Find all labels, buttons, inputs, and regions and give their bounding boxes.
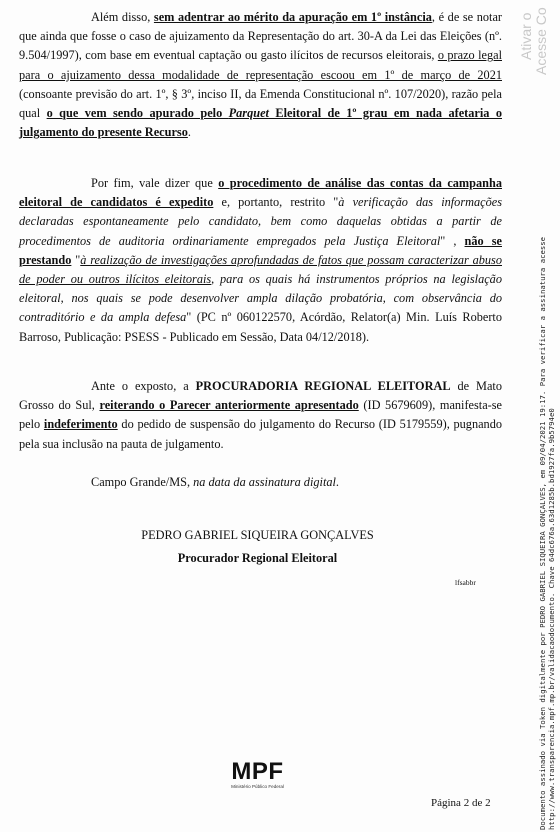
signature-name: PEDRO GABRIEL SIQUEIRA GONÇALVES xyxy=(141,528,374,542)
p3-underline-2: indeferimento xyxy=(43,417,118,432)
p3-underline-1: reiterando o Parecer anteriormente apresentado xyxy=(99,398,359,413)
mpf-logo xyxy=(0,758,515,789)
paragraph-3 xyxy=(19,377,502,454)
p2-text-2: e, portanto, restrito " xyxy=(213,195,339,210)
p3-text-3: (ID 5679609), manifesta-se pelo xyxy=(19,398,503,432)
paragraph-2 xyxy=(19,174,502,347)
p1-text-4: . xyxy=(187,125,191,140)
logo-subtitle: Ministério Público Federal xyxy=(231,784,284,789)
p2-underline-1: o procedimento de análise das contas da campanha eleitoral de candidatos é expedito xyxy=(19,176,502,210)
p1-text-2: , é de se notar que ainda que fosse o caso de ajuizamento da Representação do art. 30-A da Lei das Eleições (nº. 9.504/1997), com base em eventual captação ou gasto ilícitos de recursos eleitorais, xyxy=(19,10,503,63)
p2-text-4: " xyxy=(71,252,81,267)
paragraph-1 xyxy=(19,8,502,142)
p1-text-1: Além disso, xyxy=(91,10,154,24)
p1-underline-3a: o que vem sendo apurado pelo xyxy=(46,106,229,121)
p3-text-2: de Mato Grosso do Sul, xyxy=(19,379,502,413)
watermark-line-1: Ativar o xyxy=(518,12,534,60)
p1-underline-3c: Eleitoral de 1º grau em nada afetaria o julgamento do presente Recurso xyxy=(19,106,502,140)
p4-text-1: Campo Grande/MS, xyxy=(91,475,194,489)
p1-underline-1: sem adentrar ao mérito da apuração em 1º instância xyxy=(153,10,432,24)
author-initials: lfsabbr xyxy=(455,578,476,587)
p2-text-5: " (PC nº 060122570, Acórdão, Relator(a) Min. Luís Roberto Barroso, Publicação: PSESS - Publicado em Sessão, Data 04/12/2018). xyxy=(19,310,502,344)
p2-text-3: " , xyxy=(440,233,465,248)
signature-note-line-2: http://www.transparencia.mpf.mp.br/validacaodocumento. Chave 64dc676a.63d1285b.bd1927fa.9b5794e0 xyxy=(547,408,556,830)
signature-role: Procurador Regional Eleitoral xyxy=(177,551,338,565)
paragraph-4 xyxy=(19,473,502,492)
p4-italic-1: na data da assinatura digital xyxy=(193,475,336,489)
p2-underline-3: à realização de investigações aprofundadas de fatos que possam caracterizar abuso de poder ou outros ilícitos eleitorais xyxy=(19,252,502,287)
p3-text-1: Ante o exposto, a xyxy=(91,379,196,393)
p2-italic-1: à verificação das informações declaradas espontaneamente pelo candidato, bem como daquelas obtidas a partir de procedimentos de auditoria ordinariamente empregados pela Justiça Eleitoral xyxy=(19,195,502,248)
p2-italic-2: , para os quais há instrumentos próprios na legislação eleitoral, nos quais se pode desenvolver ampla dilação probatória, com observância do contraditório e da ampla defesa xyxy=(19,272,502,325)
p1-text-3: (consoante previsão do art. 1º, § 3º, inciso II, da Emenda Constitucional nº. 107/2020), razão pela qual xyxy=(19,86,502,121)
p1-parquet: Parquet xyxy=(228,106,269,121)
watermark-line-2: Acesse Co xyxy=(533,7,549,75)
p3-text-4: do pedido de suspensão do julgamento do Recurso (ID 5179559), pugnando pela sua inclusão na pauta de julgamento. xyxy=(19,417,503,451)
p1-underline-2: o prazo legal para o ajuizamento dessa modalidade de representação escoou em 1º de março de 2021 xyxy=(19,48,502,82)
p2-text-1: Por fim, vale dizer que xyxy=(91,176,219,190)
logo-text: MPF xyxy=(231,758,284,785)
p3-bold-1: PROCURADORIA REGIONAL ELEITORAL xyxy=(195,379,451,393)
p4-text-2: . xyxy=(335,475,339,489)
p2-underline-2: não se prestando xyxy=(19,233,502,267)
page-number: Página 2 de 2 xyxy=(431,797,491,809)
signature-note-line-1: Documento assinado via Token digitalmente por PEDRO GABRIEL SIQUEIRA GONÇALVES, em 09/04/2021 19:17. Para verificar a assinatura acesse xyxy=(538,236,547,830)
